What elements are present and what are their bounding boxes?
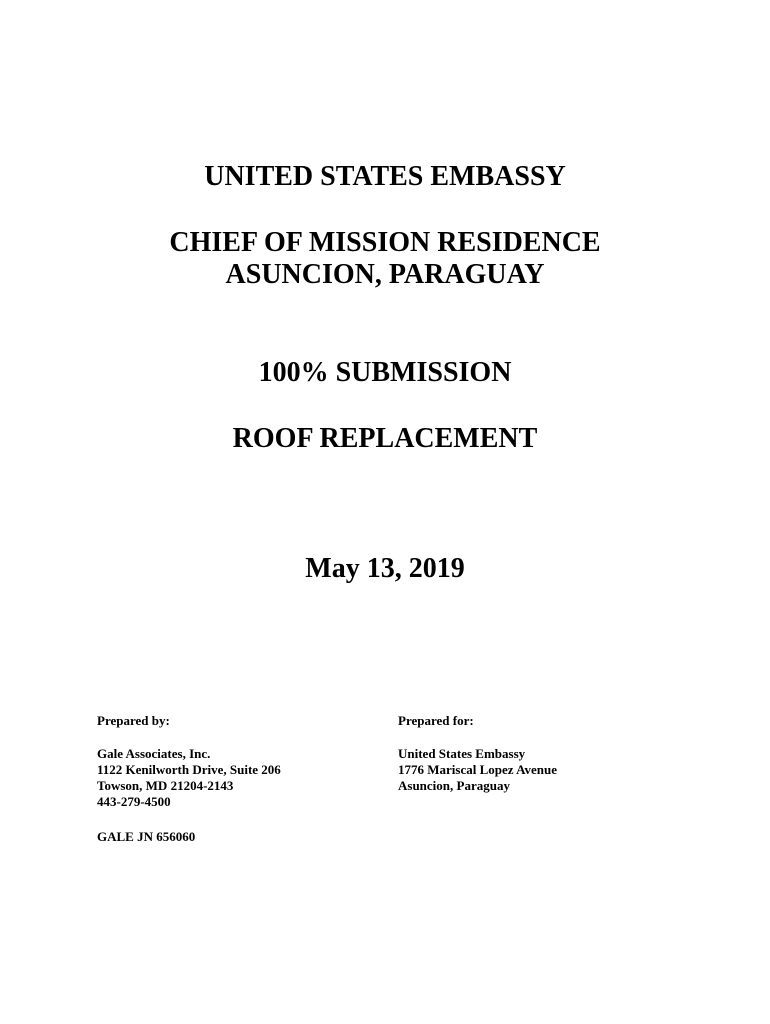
residence-title-line-2: ASUNCION, PARAGUAY [225,259,545,290]
prepared-by-address [97,746,281,810]
prepared-by-line: Gale Associates, Inc. [97,746,211,761]
project-title: ROOF REPLACEMENT [232,423,538,454]
prepared-for-address [398,746,557,794]
prepared-by-line: Towson, MD 21204-2143 [97,778,234,793]
document-date: May 13, 2019 [305,553,465,584]
prepared-for-line: 1776 Mariscal Lopez Avenue [398,762,557,777]
prepared-by-line: 443-279-4500 [97,794,171,809]
residence-title-line-1: CHIEF OF MISSION RESIDENCE [169,227,601,258]
embassy-title: UNITED STATES EMBASSY [204,161,566,192]
prepared-for-line: Asuncion, Paraguay [398,778,510,793]
prepared-by-line: 1122 Kenilworth Drive, Suite 206 [97,762,281,777]
job-number: GALE JN 656060 [97,829,196,844]
prepared-for-line: United States Embassy [398,746,526,761]
prepared-for-heading: Prepared for: [398,713,474,728]
submission-title: 100% SUBMISSION [258,357,512,388]
prepared-by-heading: Prepared by: [97,713,170,728]
